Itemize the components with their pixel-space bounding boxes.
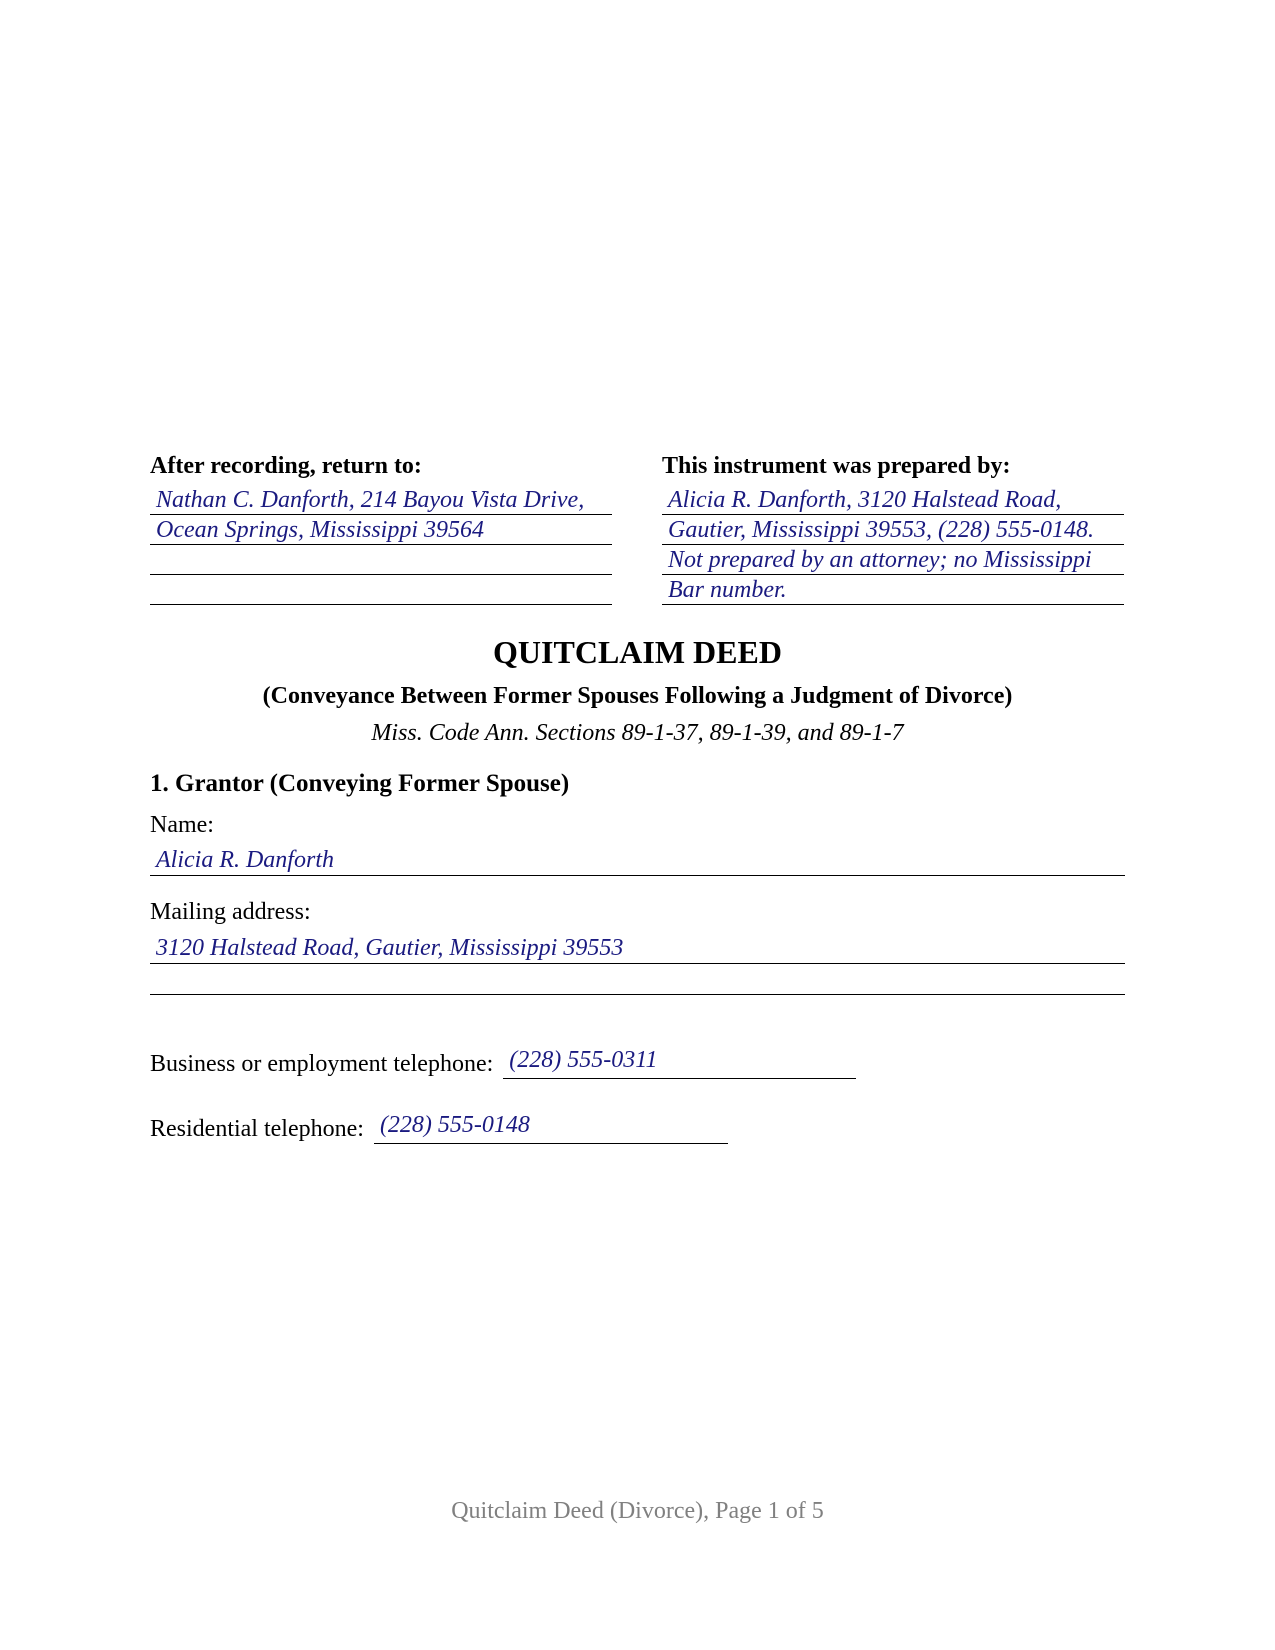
grantor-name-field[interactable]: Alicia R. Danforth — [150, 845, 1125, 876]
document-title: QUITCLAIM DEED — [493, 634, 782, 670]
residential-phone-row — [150, 1110, 728, 1144]
prepared-by-line-2[interactable]: Gautier, Mississippi 39553, (228) 555-0148. — [662, 515, 1124, 545]
residential-phone-field[interactable]: (228) 555-0148 — [374, 1110, 728, 1144]
prepared-by-line-3[interactable]: Not prepared by an attorney; no Mississippi — [662, 545, 1124, 575]
grantor-address-line-2[interactable] — [150, 964, 1125, 995]
business-phone-label: Business or employment telephone: — [150, 1051, 494, 1077]
return-to-line-4[interactable] — [150, 575, 612, 605]
return-to-label: After recording, return to: — [150, 453, 422, 479]
return-to-line-2[interactable]: Ocean Springs, Mississippi 39564 — [150, 515, 612, 545]
statute-reference: Miss. Code Ann. Sections 89-1-37, 89-1-39, and 89-1-7 — [371, 720, 904, 746]
grantor-name-label: Name: — [150, 812, 214, 838]
grantor-address-line-1[interactable]: 3120 Halstead Road, Gautier, Mississippi 39553 — [150, 933, 1125, 964]
prepared-by-label: This instrument was prepared by: — [662, 453, 1011, 479]
document-subtitle: (Conveyance Between Former Spouses Following a Judgment of Divorce) — [262, 683, 1013, 709]
prepared-by-line-4[interactable]: Bar number. — [662, 575, 1124, 605]
grantor-address-label: Mailing address: — [150, 899, 311, 925]
grantor-heading: 1. Grantor (Conveying Former Spouse) — [150, 770, 570, 797]
page-footer: Quitclaim Deed (Divorce), Page 1 of 5 — [451, 1498, 824, 1524]
prepared-by-block — [662, 452, 1124, 605]
prepared-by-line-1[interactable]: Alicia R. Danforth, 3120 Halstead Road, — [662, 485, 1124, 515]
return-to-line-1[interactable]: Nathan C. Danforth, 214 Bayou Vista Drive, — [150, 485, 612, 515]
business-phone-row — [150, 1045, 856, 1079]
residential-phone-label: Residential telephone: — [150, 1116, 364, 1142]
return-to-block — [150, 452, 612, 605]
return-to-line-3[interactable] — [150, 545, 612, 575]
business-phone-field[interactable]: (228) 555-0311 — [503, 1045, 856, 1079]
